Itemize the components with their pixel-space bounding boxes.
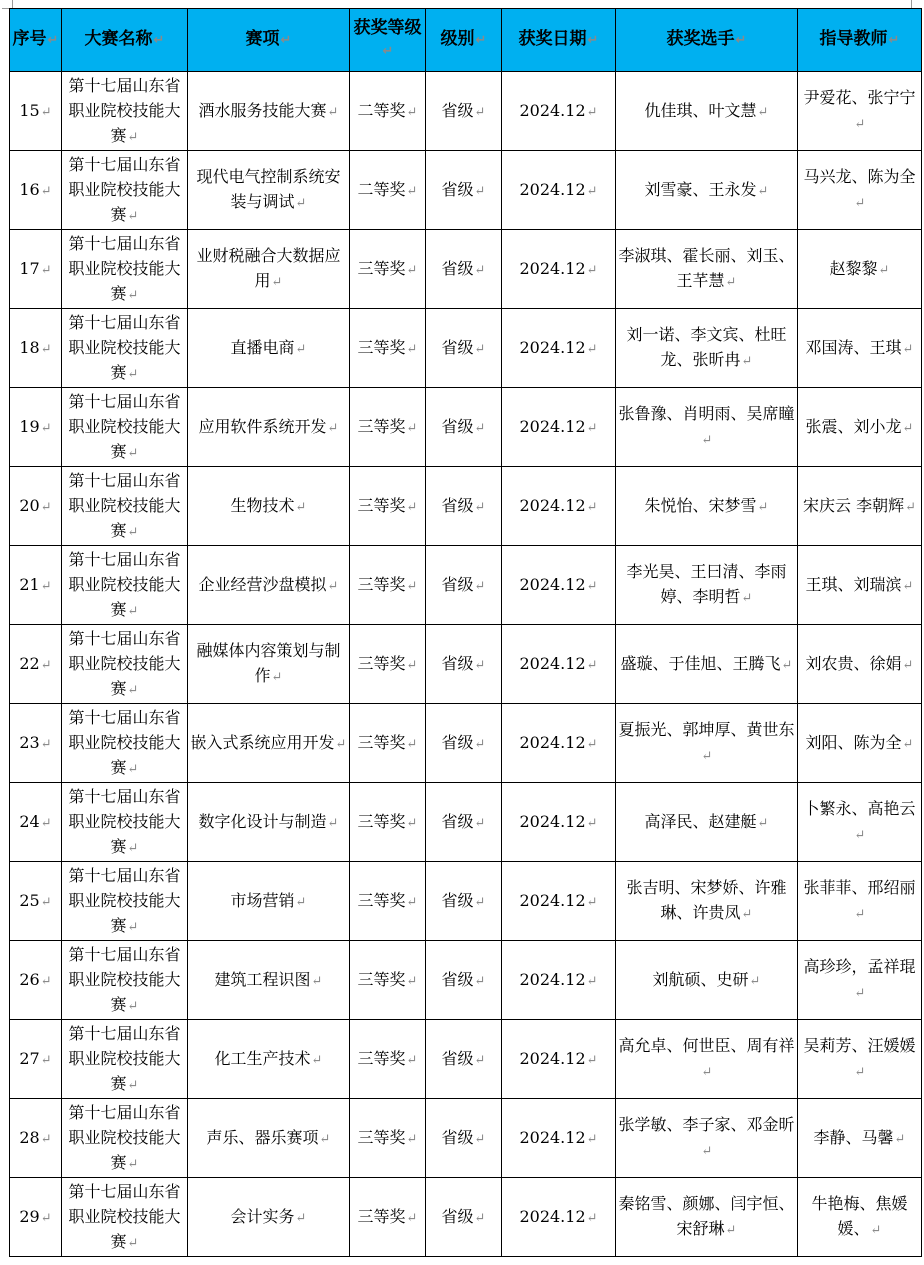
header-level: 级别↵: [426, 9, 502, 72]
table-row: [10, 941, 922, 1020]
cell-event: 建筑工程识图↵: [188, 941, 350, 1020]
cell-event: 会计实务↵: [188, 1178, 350, 1257]
cell-date: 2024.12↵: [502, 704, 616, 783]
cell-event: 业财税融合大数据应用↵: [188, 230, 350, 309]
cell-award: 三等奖↵: [350, 704, 426, 783]
cell-competition: 第十七届山东省职业院校技能大赛↵: [62, 704, 188, 783]
cell-level: 省级↵: [426, 230, 502, 309]
cell-level: 省级↵: [426, 783, 502, 862]
header-award: 获奖等级↵: [350, 9, 426, 72]
cell-level: 省级↵: [426, 862, 502, 941]
cell-teachers: 刘农贵、徐娟↵: [798, 625, 922, 704]
cell-no: 19↵: [10, 388, 62, 467]
cell-no: 25↵: [10, 862, 62, 941]
table-row: [10, 388, 922, 467]
cell-award: 三等奖↵: [350, 546, 426, 625]
cell-competition: 第十七届山东省职业院校技能大赛↵: [62, 467, 188, 546]
cell-competition: 第十七届山东省职业院校技能大赛↵: [62, 546, 188, 625]
cell-players: 朱悦怡、宋梦雪↵: [616, 467, 798, 546]
cell-award: 三等奖↵: [350, 1020, 426, 1099]
cell-teachers: 高珍珍，孟祥琨↵: [798, 941, 922, 1020]
cell-teachers: 牛艳梅、焦媛媛、↵: [798, 1178, 922, 1257]
cell-teachers: 尹爱花、张宁宁↵: [798, 72, 922, 151]
cell-players: 盛璇、于佳旭、王腾飞↵: [616, 625, 798, 704]
cell-no: 22↵: [10, 625, 62, 704]
cell-competition: 第十七届山东省职业院校技能大赛↵: [62, 862, 188, 941]
cell-date: 2024.12↵: [502, 1020, 616, 1099]
cell-award: 三等奖↵: [350, 1099, 426, 1178]
cell-award: 三等奖↵: [350, 941, 426, 1020]
cell-no: 15↵: [10, 72, 62, 151]
cell-level: 省级↵: [426, 704, 502, 783]
header-competition: 大赛名称↵: [62, 9, 188, 72]
cell-level: 省级↵: [426, 72, 502, 151]
table-row: [10, 862, 922, 941]
cell-no: 23↵: [10, 704, 62, 783]
cell-event: 直播电商↵: [188, 309, 350, 388]
cell-teachers: 李静、马馨↵: [798, 1099, 922, 1178]
cell-competition: 第十七届山东省职业院校技能大赛↵: [62, 1020, 188, 1099]
table-row: [10, 704, 922, 783]
cell-date: 2024.12↵: [502, 230, 616, 309]
cell-players: 张鲁豫、肖明雨、吴席瞳↵: [616, 388, 798, 467]
cell-teachers: 张菲菲、邢绍丽↵: [798, 862, 922, 941]
cell-level: 省级↵: [426, 1178, 502, 1257]
cell-date: 2024.12↵: [502, 467, 616, 546]
cell-competition: 第十七届山东省职业院校技能大赛↵: [62, 1099, 188, 1178]
cell-players: 刘雪豪、王永发↵: [616, 151, 798, 230]
cell-date: 2024.12↵: [502, 388, 616, 467]
cell-teachers: 卜繁永、高艳云↵: [798, 783, 922, 862]
cell-event: 市场营销↵: [188, 862, 350, 941]
table-row: [10, 72, 922, 151]
cell-event: 嵌入式系统应用开发↵: [188, 704, 350, 783]
header-players: 获奖选手↵: [616, 9, 798, 72]
cell-players: 李淑琪、霍长丽、刘玉、王芊慧↵: [616, 230, 798, 309]
awards-table: [9, 8, 922, 1257]
cell-teachers: 张震、刘小龙↵: [798, 388, 922, 467]
cell-competition: 第十七届山东省职业院校技能大赛↵: [62, 783, 188, 862]
cell-no: 26↵: [10, 941, 62, 1020]
cell-players: 仇佳琪、叶文慧↵: [616, 72, 798, 151]
cell-no: 24↵: [10, 783, 62, 862]
cell-date: 2024.12↵: [502, 862, 616, 941]
cell-competition: 第十七届山东省职业院校技能大赛↵: [62, 388, 188, 467]
cell-date: 2024.12↵: [502, 625, 616, 704]
cell-award: 三等奖↵: [350, 1178, 426, 1257]
cell-level: 省级↵: [426, 1099, 502, 1178]
table-row: [10, 1020, 922, 1099]
header-no: 序号↵: [10, 9, 62, 72]
cell-level: 省级↵: [426, 941, 502, 1020]
table-row: [10, 625, 922, 704]
cell-no: 20↵: [10, 467, 62, 546]
cell-date: 2024.12↵: [502, 783, 616, 862]
cell-no: 17↵: [10, 230, 62, 309]
table-row: [10, 1178, 922, 1257]
cell-teachers: 王琪、刘瑞滨↵: [798, 546, 922, 625]
cell-event: 酒水服务技能大赛↵: [188, 72, 350, 151]
cell-teachers: 宋庆云 李朝辉↵: [798, 467, 922, 546]
cell-teachers: 邓国涛、王琪↵: [798, 309, 922, 388]
table-row: [10, 309, 922, 388]
cell-players: 秦铭雪、颜娜、闫宇恒、宋舒琳↵: [616, 1178, 798, 1257]
cell-competition: 第十七届山东省职业院校技能大赛↵: [62, 941, 188, 1020]
cell-players: 刘一诺、李文宾、杜旺龙、张昕冉↵: [616, 309, 798, 388]
table-row: [10, 783, 922, 862]
cell-teachers: 赵黎黎↵: [798, 230, 922, 309]
table-row: [10, 230, 922, 309]
cell-competition: 第十七届山东省职业院校技能大赛↵: [62, 72, 188, 151]
cell-competition: 第十七届山东省职业院校技能大赛↵: [62, 1178, 188, 1257]
cell-no: 27↵: [10, 1020, 62, 1099]
cell-award: 三等奖↵: [350, 230, 426, 309]
cell-event: 数字化设计与制造↵: [188, 783, 350, 862]
cell-no: 28↵: [10, 1099, 62, 1178]
cell-event: 化工生产技术↵: [188, 1020, 350, 1099]
cell-date: 2024.12↵: [502, 151, 616, 230]
cell-teachers: 刘阳、陈为全↵: [798, 704, 922, 783]
cell-award: 三等奖↵: [350, 862, 426, 941]
cell-award: 二等奖↵: [350, 72, 426, 151]
cell-players: 张吉明、宋梦娇、许雅琳、许贵凤↵: [616, 862, 798, 941]
cell-players: 夏振光、郭坤厚、黄世东↵: [616, 704, 798, 783]
cell-no: 29↵: [10, 1178, 62, 1257]
cell-award: 三等奖↵: [350, 388, 426, 467]
cell-teachers: 马兴龙、陈为全↵: [798, 151, 922, 230]
cell-date: 2024.12↵: [502, 941, 616, 1020]
header-teachers: 指导教师↵: [798, 9, 922, 72]
cell-date: 2024.12↵: [502, 1099, 616, 1178]
cell-date: 2024.12↵: [502, 72, 616, 151]
cell-level: 省级↵: [426, 467, 502, 546]
header-event: 赛项↵: [188, 9, 350, 72]
cell-event: 企业经营沙盘模拟↵: [188, 546, 350, 625]
cell-event: 生物技术↵: [188, 467, 350, 546]
header-row: [10, 9, 922, 72]
cell-competition: 第十七届山东省职业院校技能大赛↵: [62, 309, 188, 388]
cell-event: 应用软件系统开发↵: [188, 388, 350, 467]
cell-date: 2024.12↵: [502, 546, 616, 625]
cell-no: 16↵: [10, 151, 62, 230]
cell-date: 2024.12↵: [502, 309, 616, 388]
cell-event: 声乐、器乐赛项↵: [188, 1099, 350, 1178]
cell-players: 高泽民、赵建艇↵: [616, 783, 798, 862]
cell-players: 李光昊、王曰清、李雨婷、李明哲↵: [616, 546, 798, 625]
table-row: [10, 1099, 922, 1178]
cell-competition: 第十七届山东省职业院校技能大赛↵: [62, 625, 188, 704]
cell-award: 三等奖↵: [350, 309, 426, 388]
cell-no: 18↵: [10, 309, 62, 388]
header-date: 获奖日期↵: [502, 9, 616, 72]
table-row: [10, 546, 922, 625]
cell-award: 三等奖↵: [350, 783, 426, 862]
cell-date: 2024.12↵: [502, 1178, 616, 1257]
cell-no: 21↵: [10, 546, 62, 625]
cell-level: 省级↵: [426, 151, 502, 230]
cell-players: 高允卓、何世臣、周有祥↵: [616, 1020, 798, 1099]
cell-level: 省级↵: [426, 388, 502, 467]
cell-competition: 第十七届山东省职业院校技能大赛↵: [62, 151, 188, 230]
cell-level: 省级↵: [426, 309, 502, 388]
cell-level: 省级↵: [426, 1020, 502, 1099]
cell-competition: 第十七届山东省职业院校技能大赛↵: [62, 230, 188, 309]
cell-event: 融媒体内容策划与制作↵: [188, 625, 350, 704]
cell-award: 二等奖↵: [350, 151, 426, 230]
cell-level: 省级↵: [426, 625, 502, 704]
cell-teachers: 吴莉芳、汪媛媛↵: [798, 1020, 922, 1099]
cell-level: 省级↵: [426, 546, 502, 625]
cell-award: 三等奖↵: [350, 467, 426, 546]
cell-event: 现代电气控制系统安装与调试↵: [188, 151, 350, 230]
table-row: [10, 151, 922, 230]
cell-award: 三等奖↵: [350, 625, 426, 704]
table-row: [10, 467, 922, 546]
table-body: [10, 72, 922, 1257]
cell-players: 刘航硕、史研↵: [616, 941, 798, 1020]
cell-players: 张学敏、李子家、邓金昕↵: [616, 1099, 798, 1178]
